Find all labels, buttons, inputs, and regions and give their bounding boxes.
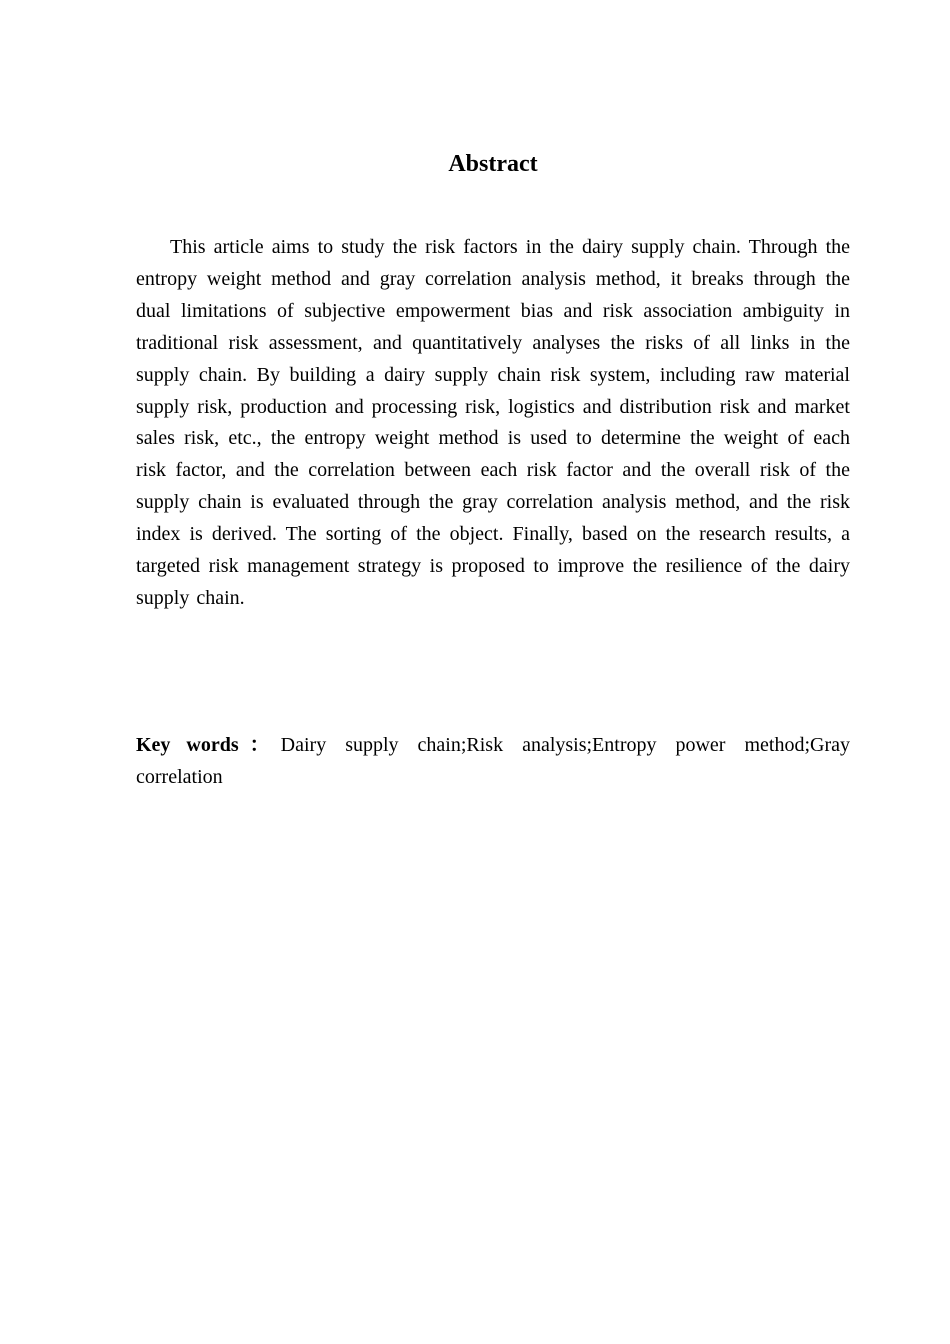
keywords-text: Dairy supply chain;Risk analysis;Entropy power method;Gray correlation	[136, 734, 850, 788]
keywords-line	[136, 730, 850, 794]
abstract-paragraph: This article aims to study the risk factors in the dairy supply chain. Through the entropy weight method and gray correlation analysis method, it breaks through the dual limitations of subjective empowerment bias and risk association ambiguity in traditional risk assessment, and quantitatively analyses the risks of all links in the supply chain. By building a dairy supply chain risk system, including raw material supply risk, production and processing risk, logistics and distribution risk and market sales risk, etc., the entropy weight method is used to determine the weight of each risk factor, and the correlation between each risk factor and the overall risk of the supply chain is evaluated through the gray correlation analysis method, and the risk index is derived. The sorting of the object. Finally, based on the research results, a targeted risk management strategy is proposed to improve the resilience of the dairy supply chain.	[136, 236, 850, 609]
abstract-title: Abstract	[448, 151, 538, 177]
keywords-label: Key words：	[136, 734, 281, 756]
